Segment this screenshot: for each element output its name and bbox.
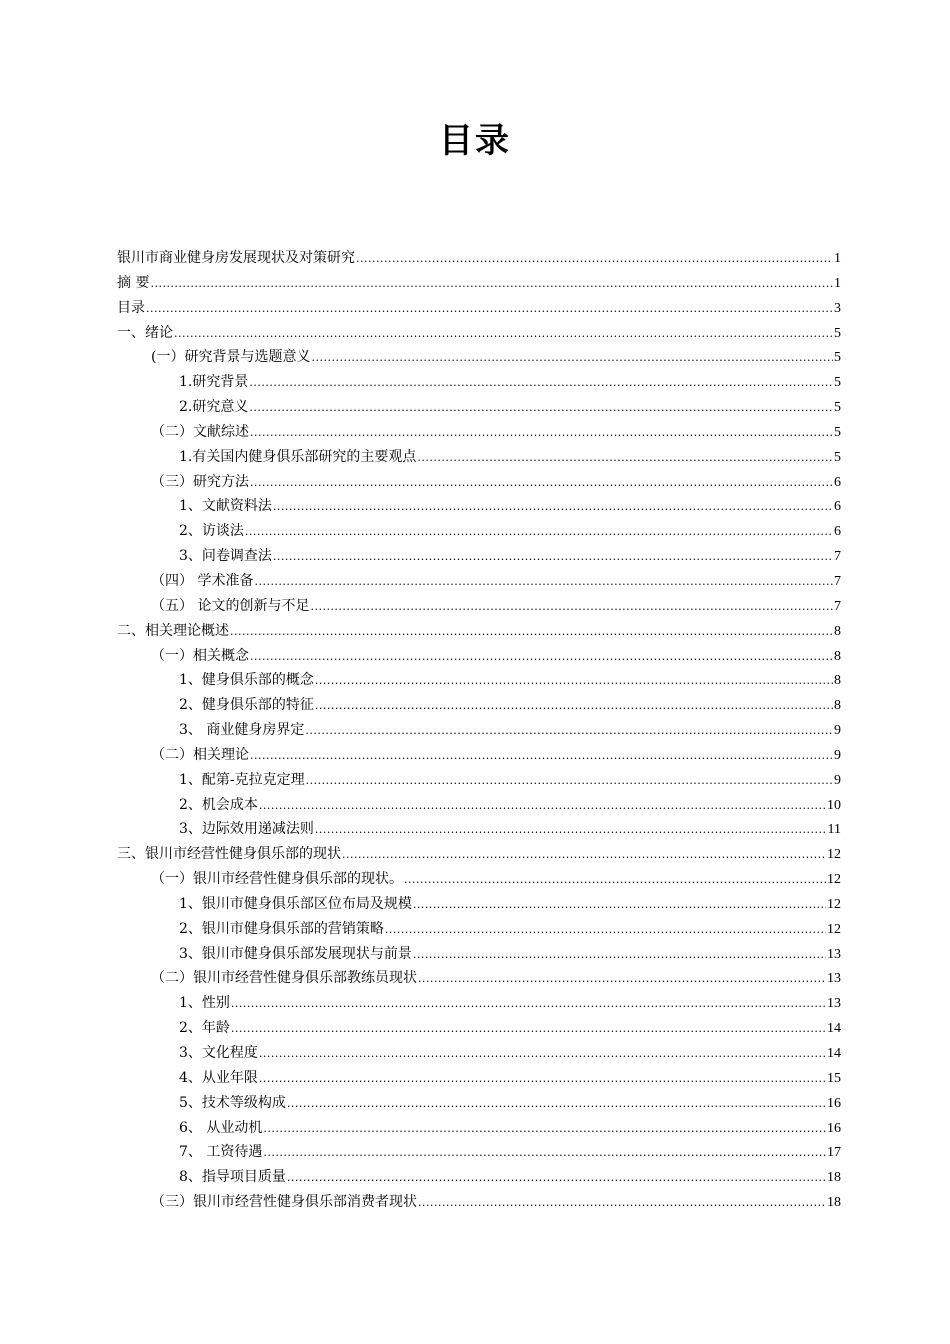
toc-entry-page-number: 9 [834, 772, 841, 788]
toc-entry-label: （二）相关理论 [151, 746, 249, 763]
toc-entry-page-number: 5 [834, 325, 841, 341]
toc-entry[interactable] [117, 1016, 841, 1041]
toc-entry[interactable] [117, 296, 841, 321]
toc-entry[interactable] [117, 942, 841, 967]
toc-entry[interactable] [117, 569, 841, 594]
toc-entry[interactable] [117, 867, 841, 892]
table-of-contents [117, 246, 841, 1215]
toc-entry-page-number: 6 [834, 474, 841, 490]
toc-dot-leader [418, 967, 826, 992]
toc-entry-page-number: 5 [834, 375, 841, 391]
toc-entry-label: 1、健身俱乐部的概念 [179, 672, 314, 689]
toc-entry-page-number: 8 [834, 673, 841, 689]
toc-dot-leader [342, 843, 826, 868]
toc-entry-label: 3、银川市健身俱乐部发展现状与前景 [179, 945, 412, 962]
toc-entry-page-number: 14 [827, 1046, 841, 1061]
toc-entry-label: 4、从业年限 [179, 1069, 258, 1086]
toc-dot-leader [418, 1191, 826, 1216]
toc-entry-label: （三）研究方法 [151, 473, 249, 490]
toc-entry[interactable] [117, 420, 841, 445]
page-title: 目录 [439, 121, 511, 161]
toc-entry-label: 2、健身俱乐部的特征 [179, 697, 314, 714]
toc-entry-label: 5、技术等级构成 [179, 1094, 286, 1111]
toc-entry-label: 2、银川市健身俱乐部的营销策略 [179, 920, 384, 937]
toc-entry-page-number: 10 [827, 797, 841, 813]
toc-dot-leader [413, 943, 826, 968]
toc-entry-page-number: 11 [827, 822, 841, 838]
toc-dot-leader [287, 1092, 826, 1117]
toc-entry-label: （五） 论文的创新与不足 [151, 597, 310, 614]
toc-entry-page-number: 18 [827, 1170, 841, 1186]
toc-entry-label: 1、银川市健身俱乐部区位布局及规模 [179, 895, 412, 912]
toc-entry[interactable] [117, 345, 841, 370]
toc-entry[interactable] [117, 619, 841, 644]
toc-entry-label: 三、银川市经营性健身俱乐部的现状 [117, 846, 341, 863]
toc-entry-label: 2、机会成本 [179, 796, 258, 813]
toc-entry-page-number: 7 [834, 549, 841, 565]
toc-entry-label: 2、年龄 [179, 1020, 230, 1037]
toc-entry-label: 3、 商业健身房界定 [179, 722, 305, 739]
toc-entry-page-number: 9 [834, 723, 841, 739]
toc-dot-leader [404, 868, 826, 893]
toc-entry[interactable] [117, 917, 841, 942]
toc-entry-label: (一）研究背景与选题意义 [151, 349, 311, 366]
toc-entry-label: （一）相关概念 [151, 647, 249, 664]
toc-entry[interactable] [117, 1091, 841, 1116]
toc-dot-leader [417, 446, 833, 471]
toc-entry[interactable] [117, 1165, 841, 1190]
toc-entry[interactable] [117, 817, 841, 842]
toc-entry-label: （二）银川市经营性健身俱乐部教练员现状 [151, 970, 417, 987]
toc-entry-page-number: 8 [834, 623, 841, 639]
toc-entry-label: 银川市商业健身房发展现状及对策研究 [117, 250, 355, 266]
toc-entry-page-number: 12 [827, 921, 841, 937]
toc-dot-leader [250, 744, 833, 769]
toc-entry[interactable] [117, 892, 841, 917]
toc-entry-label: 目录 [117, 299, 145, 316]
toc-entry-page-number: 5 [834, 400, 841, 416]
toc-entry[interactable] [117, 544, 841, 569]
toc-entry-page-number: 5 [834, 350, 841, 366]
toc-dot-leader [259, 1042, 826, 1067]
toc-entry-label: 1.有关国内健身俱乐部研究的主要观点 [179, 448, 417, 465]
toc-dot-leader [413, 893, 826, 918]
toc-entry-page-number: 12 [827, 847, 841, 863]
toc-entry[interactable] [117, 718, 841, 743]
toc-entry-page-number: 18 [827, 1195, 841, 1211]
toc-dot-leader [250, 471, 833, 496]
toc-entry-page-number: 6 [834, 524, 841, 540]
toc-entry-label: （二）文献综述 [151, 423, 249, 440]
toc-entry[interactable] [117, 842, 841, 867]
toc-dot-leader [250, 645, 833, 670]
toc-entry-label: 2、访谈法 [179, 523, 244, 540]
toc-entry-page-number: 8 [834, 648, 841, 664]
toc-dot-leader [315, 694, 833, 719]
toc-entry-page-number: 7 [834, 598, 841, 614]
toc-dot-leader [273, 495, 833, 520]
toc-dot-leader [306, 769, 833, 794]
toc-entry-label: 摘 要 [117, 274, 150, 291]
toc-entry-label: 3、文化程度 [179, 1045, 258, 1061]
toc-dot-leader [249, 396, 833, 421]
toc-dot-leader [254, 570, 833, 595]
toc-entry-page-number: 3 [834, 300, 841, 316]
toc-entry-page-number: 16 [827, 1095, 841, 1111]
toc-entry-label: 8、指导项目质量 [179, 1169, 286, 1186]
toc-dot-leader [231, 1017, 826, 1042]
toc-dot-leader [356, 247, 833, 272]
toc-entry-page-number: 13 [827, 996, 841, 1012]
toc-entry[interactable] [117, 594, 841, 619]
toc-entry-page-number: 12 [827, 872, 841, 888]
toc-entry[interactable] [117, 1041, 841, 1066]
toc-entry-page-number: 1 [834, 275, 841, 291]
toc-dot-leader [259, 1067, 826, 1092]
toc-entry[interactable] [117, 966, 841, 991]
toc-entry-page-number: 12 [827, 896, 841, 912]
toc-entry-label: 3、问卷调查法 [179, 548, 272, 565]
toc-entry[interactable] [117, 321, 841, 346]
toc-entry-page-number: 9 [834, 747, 841, 763]
toc-entry-page-number: 8 [834, 698, 841, 714]
toc-entry[interactable] [117, 494, 841, 519]
toc-dot-leader [263, 1117, 826, 1142]
toc-entry-page-number: 5 [834, 424, 841, 440]
toc-dot-leader [287, 1166, 826, 1191]
toc-entry[interactable] [117, 445, 841, 470]
toc-dot-leader [231, 992, 826, 1017]
toc-entry[interactable] [117, 395, 841, 420]
toc-entry[interactable] [117, 991, 841, 1016]
toc-entry[interactable] [117, 370, 841, 395]
toc-entry-page-number: 6 [834, 499, 841, 515]
toc-dot-leader [250, 421, 833, 446]
toc-entry-label: 2.研究意义 [179, 399, 249, 416]
toc-entry-label: （一）银川市经营性健身俱乐部的现状。 [151, 871, 403, 888]
toc-entry[interactable] [117, 668, 841, 693]
toc-entry[interactable] [117, 246, 841, 271]
toc-dot-leader [305, 719, 833, 744]
toc-dot-leader [245, 520, 833, 545]
toc-entry-page-number: 13 [827, 971, 841, 987]
toc-dot-leader [315, 818, 827, 843]
toc-dot-leader [259, 794, 826, 819]
toc-dot-leader [315, 669, 833, 694]
toc-dot-leader [311, 346, 833, 371]
toc-entry[interactable] [117, 693, 841, 718]
toc-entry-label: （三）银川市经营性健身俱乐部消费者现状 [151, 1194, 417, 1211]
toc-entry-label: （四） 学术准备 [151, 572, 254, 589]
toc-entry[interactable] [117, 470, 841, 495]
toc-dot-leader [263, 1141, 826, 1166]
toc-entry-label: 一、绪论 [117, 324, 173, 341]
toc-entry-label: 二、相关理论概述 [117, 622, 229, 639]
toc-entry[interactable] [117, 793, 841, 818]
toc-dot-leader [174, 322, 833, 347]
toc-entry-label: 7、 工资待遇 [179, 1144, 263, 1161]
toc-entry-label: 1、配第-克拉克定理 [179, 771, 305, 788]
toc-dot-leader [150, 272, 833, 297]
toc-dot-leader [385, 918, 826, 943]
toc-entry-label: 1、文献资料法 [179, 498, 272, 515]
toc-entry[interactable] [117, 1140, 841, 1165]
toc-entry-label: 3、边际效用递减法则 [179, 821, 314, 838]
toc-entry-label: 1.研究背景 [179, 374, 249, 391]
toc-entry-page-number: 16 [827, 1120, 841, 1136]
toc-dot-leader [146, 297, 833, 322]
toc-entry-page-number: 1 [834, 251, 841, 266]
toc-entry[interactable] [117, 271, 841, 296]
toc-entry-page-number: 13 [827, 946, 841, 962]
toc-entry[interactable] [117, 743, 841, 768]
toc-dot-leader [249, 371, 833, 396]
toc-entry-label: 1、性别 [179, 995, 230, 1012]
toc-dot-leader [310, 595, 833, 620]
toc-entry-page-number: 15 [827, 1070, 841, 1086]
toc-entry[interactable] [117, 1190, 841, 1215]
toc-dot-leader [230, 620, 833, 645]
toc-entry[interactable] [117, 519, 841, 544]
toc-entry[interactable] [117, 768, 841, 793]
toc-entry-page-number: 14 [827, 1021, 841, 1037]
toc-entry-page-number: 5 [834, 449, 841, 465]
toc-dot-leader [273, 545, 833, 570]
toc-entry[interactable] [117, 1116, 841, 1141]
toc-entry-page-number: 7 [834, 573, 841, 589]
toc-entry-label: 6、 从业动机 [179, 1119, 263, 1136]
toc-entry[interactable] [117, 1066, 841, 1091]
toc-entry-page-number: 17 [827, 1145, 841, 1161]
toc-entry[interactable] [117, 644, 841, 669]
